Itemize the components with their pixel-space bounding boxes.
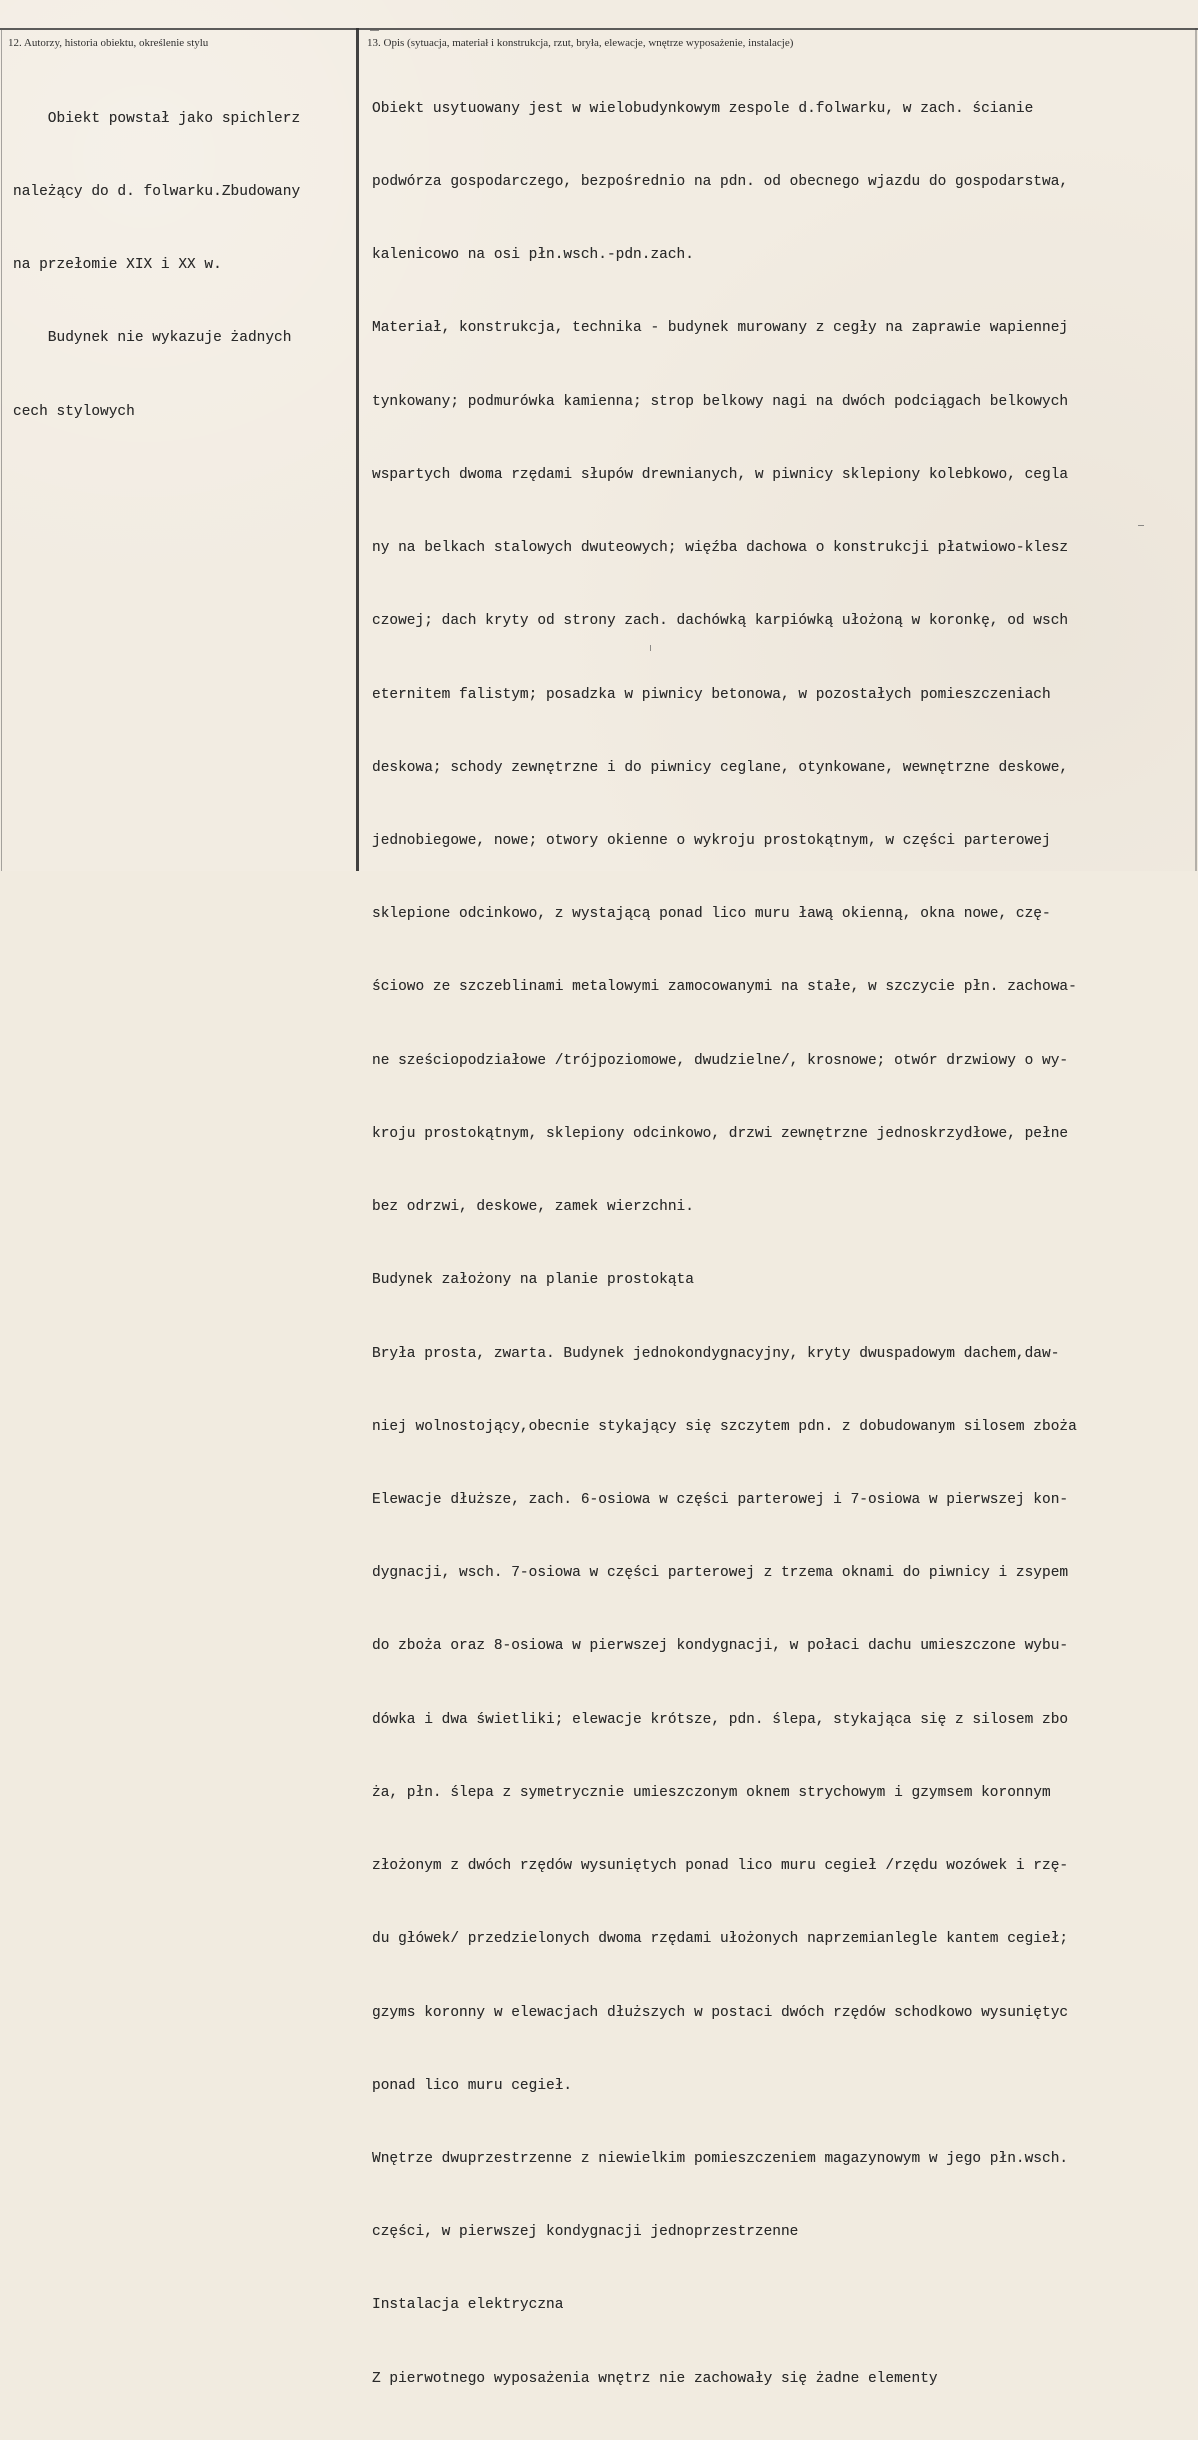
description-line: ża, płn. ślepa z symetrycznie umieszczonym oknem strychowym i gzymsem koronnym: [372, 1784, 1051, 1801]
history-style-line: należący do d. folwarku.Zbudowany: [13, 184, 301, 201]
description-line: Instalacja elektryczna: [372, 2297, 564, 2314]
section-13-heading: 13. Opis (sytuacja, materiał i konstrukcja, rzut, bryła, elewacje, wnętrze wyposażenie, instalacje): [367, 37, 794, 49]
column-divider: [356, 28, 359, 871]
description-line: Budynek założony na planie prostokąta: [372, 1272, 694, 1289]
top-divider: [0, 28, 1198, 30]
history-style-line: cech stylowych: [13, 403, 135, 420]
building-description-text: [372, 48, 1194, 2440]
description-line: ne sześciopodziałowe /trójpoziomowe, dwudzielne/, krosnowe; otwór drzwiowy o wy-: [372, 1052, 1069, 1069]
description-line: złożonym z dwóch rzędów wysuniętych ponad lico muru cegieł /rzędu wozówek i rzę-: [372, 1858, 1069, 1875]
description-line: Wnętrze dwuprzestrzenne z niewielkim pomieszczeniem magazynowym w jego płn.wsch.: [372, 2150, 1069, 2167]
description-line: Materiał, konstrukcja, technika - budynek murowany z cegły na zaprawie wapiennej: [372, 320, 1069, 337]
description-line: bez odrzwi, deskowe, zamek wierzchni.: [372, 1199, 694, 1216]
description-line: eternitem falistym; posadzka w piwnicy betonowa, w pozostałych pomieszczeniach: [372, 686, 1051, 703]
description-line: deskowa; schody zewnętrzne i do piwnicy ceglane, otynkowane, wewnętrzne deskowe,: [372, 759, 1069, 776]
description-line: jednobiegowe, nowe; otwory okienne o wykroju prostokątnym, w części parterowej: [372, 833, 1051, 849]
description-line: części, w pierwszej kondygnacji jednoprzestrzenne: [372, 2224, 799, 2241]
description-line: czowej; dach kryty od strony zach. dachówką karpiówką ułożoną w koronkę, od wsch: [372, 613, 1069, 630]
description-line: kroju prostokątnym, sklepiony odcinkowo, drzwi zewnętrzne jednoskrzydłowe, pełne: [372, 1125, 1069, 1142]
description-line: do zboża oraz 8-osiowa w pierwszej kondygnacji, w połaci dachu umieszczone wybu-: [372, 1638, 1069, 1655]
history-style-line: Budynek nie wykazuje żadnych: [13, 330, 292, 347]
description-line: dówka i dwa świetliki; elewacje krótsze, pdn. ślepa, stykająca się z silosem zbo: [372, 1711, 1069, 1728]
description-line: Elewacje dłuższe, zach. 6-osiowa w części parterowej i 7-osiowa w pierwszej kon-: [372, 1491, 1069, 1508]
description-line: dygnacji, wsch. 7-osiowa w części parterowej z trzema oknami do piwnicy i zsypem: [372, 1565, 1069, 1582]
history-style-text: [13, 58, 355, 473]
description-line: Bryła prosta, zwarta. Budynek jednokondygnacyjny, kryty dwuspadowym dachem,daw-: [372, 1345, 1060, 1362]
description-line: wspartych dwoma rzędami słupów drewnianych, w piwnicy sklepiony kolebkowo, cegla: [372, 466, 1069, 483]
description-line: du główek/ przedzielonych dwoma rzędami ułożonych naprzemianlegle kantem cegieł;: [372, 1931, 1069, 1948]
right-page-edge: [1195, 28, 1197, 871]
description-line: Obiekt usytuowany jest w wielobudynkowym zespole d.folwarku, w zach. ścianie: [372, 100, 1034, 117]
description-line: ny na belkach stalowych dwuteowych; więźba dachowa o konstrukcji płatwiowo-klesz: [372, 540, 1069, 557]
description-line: sklepione odcinkowo, z wystającą ponad lico muru ławą okienną, okna nowe, czę-: [372, 906, 1051, 923]
description-line: niej wolnostojący,obecnie stykający się szczytem pdn. z dobudowanym silosem zboża: [372, 1418, 1077, 1435]
description-line: gzyms koronny w elewacjach dłuższych w postaci dwóch rzędów schodkowo wysuniętyc: [372, 2004, 1069, 2021]
description-line: podwórza gospodarczego, bezpośrednio na pdn. od obecnego wjazdu do gospodarstwa,: [372, 174, 1069, 191]
description-line: kalenicowo na osi płn.wsch.-pdn.zach.: [372, 247, 694, 264]
history-style-line: Obiekt powstał jako spichlerz: [13, 110, 301, 127]
description-line: Z pierwotnego wyposażenia wnętrz nie zachowały się żadne elementy: [372, 2370, 938, 2387]
history-style-line: na przełomie XIX i XX w.: [13, 257, 222, 274]
ink-mark: [370, 30, 379, 31]
description-line: ściowo ze szczeblinami metalowymi zamocowanymi na stałe, w szczycie płn. zachowa-: [372, 979, 1077, 996]
description-line: tynkowany; podmurówka kamienna; strop belkowy nagi na dwóch podciągach belkowych: [372, 393, 1069, 410]
description-line: ponad lico muru cegieł.: [372, 2077, 573, 2094]
left-page-edge: [1, 30, 2, 871]
section-12-heading: 12. Autorzy, historia obiektu, określenie stylu: [8, 37, 209, 49]
